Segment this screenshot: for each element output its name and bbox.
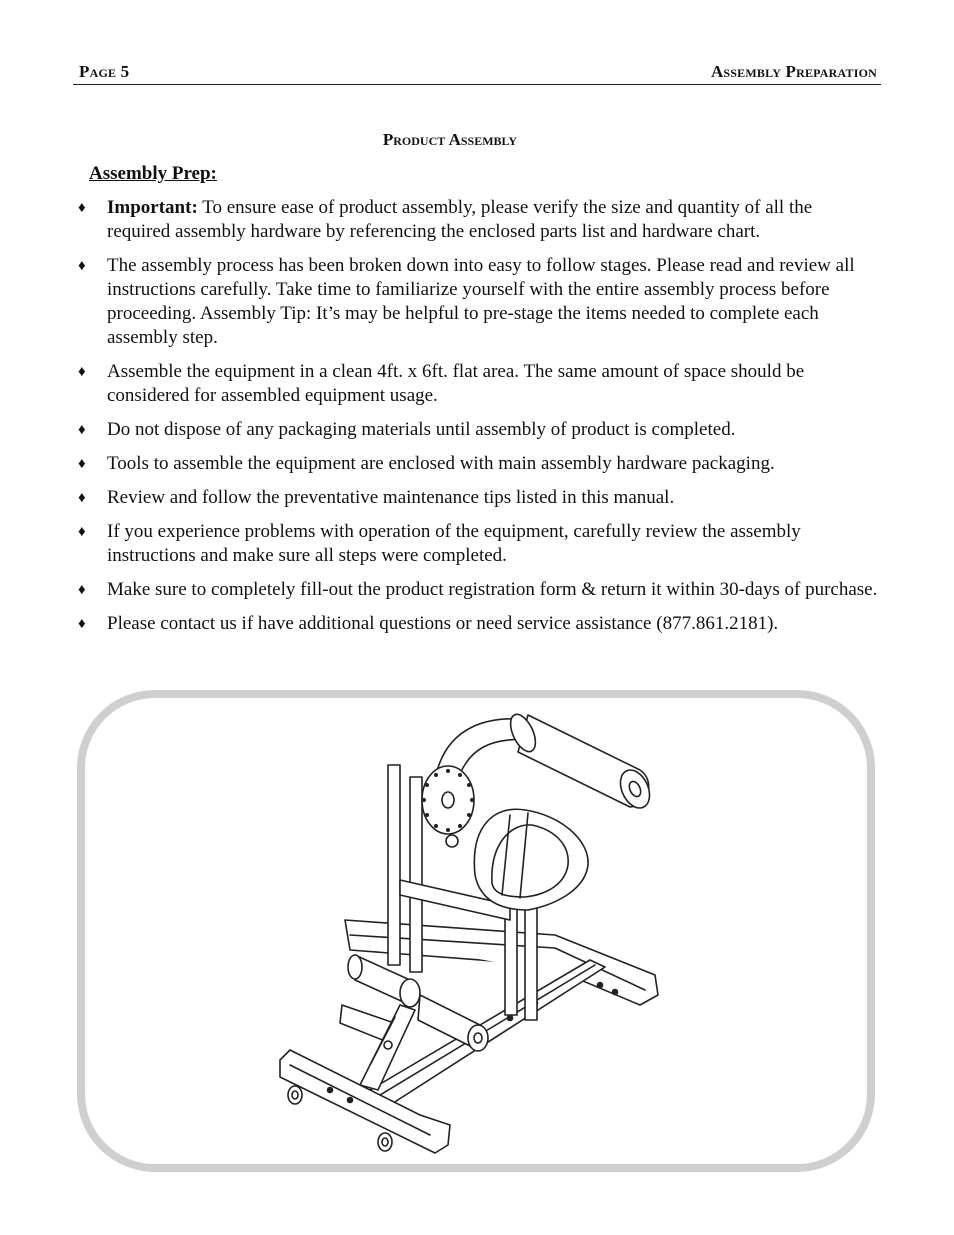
bullet-text: If you experience problems with operation of the equipment, carefully review the assembly instructions and make sure all steps were completed. [107,521,801,566]
page-number: Page 5 [79,62,130,81]
list-item [78,254,878,350]
list-item [78,578,878,602]
diamond-bullet-icon: ♦ [78,490,86,506]
bullet-text: Assemble the equipment in a clean 4ft. x 6ft. flat area. The same amount of space should be considered for assembled equipment usage. [107,361,805,406]
section-label: Assembly Preparation [710,62,877,81]
list-item [78,520,878,568]
bullet-text: The assembly process has been broken down into easy to follow stages. Please read and review all instructions carefully. Take time to familiarize yourself with the entire assembly process before proceeding. Assembly Tip: It’s may be helpful to pre-stage the items needed to complete each assembly step. [107,255,855,348]
diamond-bullet-icon: ♦ [78,456,86,472]
diamond-bullet-icon: ♦ [78,616,86,632]
section-title: Product Assembly [382,130,518,149]
diamond-bullet-icon: ♦ [78,524,86,540]
bullet-text: To ensure ease of product assembly, please verify the size and quantity of all the required assembly hardware by referencing the enclosed parts list and hardware chart. [107,197,813,242]
top-roller-pad [505,711,655,813]
bullet-lead: Important: [107,197,198,218]
exercise-machine-illustration [270,705,670,1165]
list-item [78,486,878,510]
instruction-list [78,196,878,646]
diamond-bullet-icon: ♦ [78,200,86,216]
adjustment-disc [422,766,474,847]
bullet-text: Do not dispose of any packaging materials until assembly of product is completed. [107,419,736,440]
diamond-bullet-icon: ♦ [78,364,86,380]
list-item [78,612,878,636]
page-header [73,60,881,85]
bullet-text: Please contact us if have additional questions or need service assistance (877.861.2181). [107,613,779,634]
diamond-bullet-icon: ♦ [78,258,86,274]
bullet-text: Review and follow the preventative maintenance tips listed in this manual. [107,487,675,508]
bullet-text: Tools to assemble the equipment are enclosed with main assembly hardware packaging. [107,453,775,474]
subheading: Assembly Prep: [89,163,217,184]
diamond-bullet-icon: ♦ [78,582,86,598]
seat-pad [474,809,588,910]
diamond-bullet-icon: ♦ [78,422,86,438]
list-item [78,360,878,408]
bullet-text: Make sure to completely fill-out the product registration form & return it within 30-days of purchase. [107,579,878,600]
list-item [78,196,878,244]
list-item [78,452,878,476]
list-item [78,418,878,442]
